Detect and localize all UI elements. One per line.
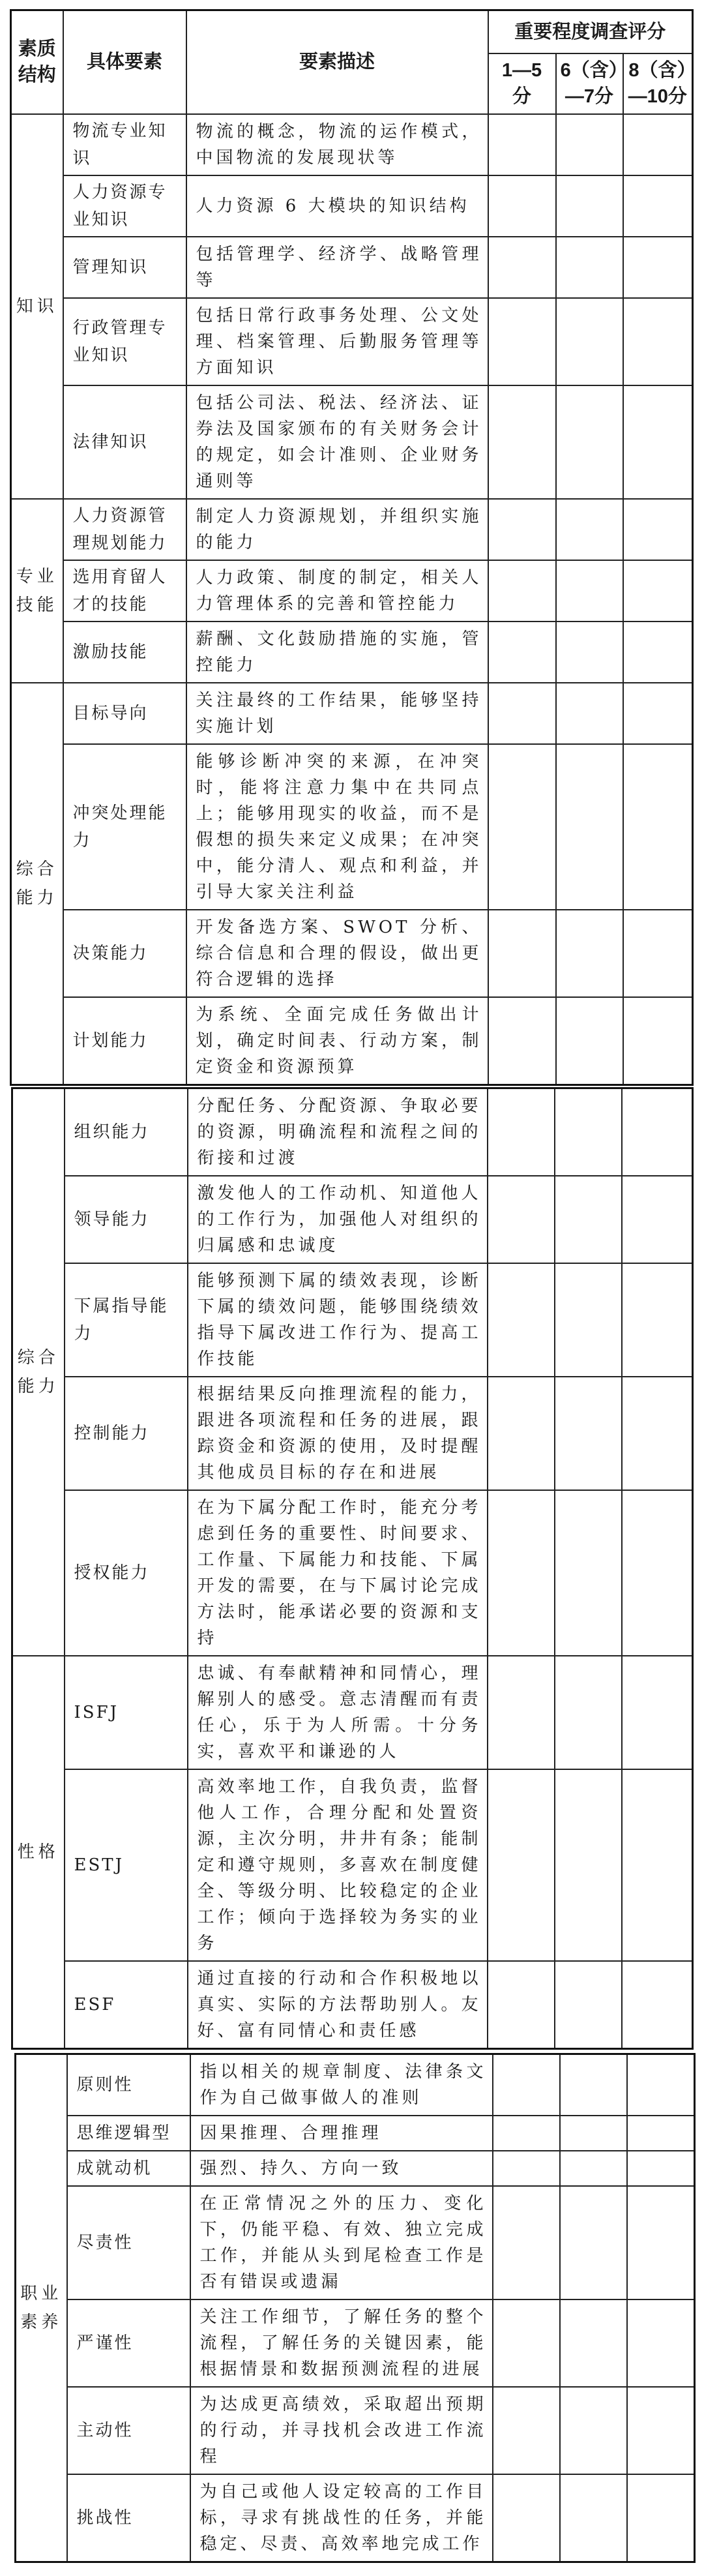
table-row (16, 2387, 695, 2474)
element-cell: 行政管理专业知识 (63, 298, 186, 385)
score-6-7-cell (560, 2151, 627, 2186)
score-6-7-cell (555, 1656, 622, 1769)
description-cell: 为系统、全面完成任务做出计划，确定时间表、行动方案，制定资金和资源预算 (186, 997, 488, 1085)
table-row (12, 1176, 693, 1263)
table-row (11, 683, 693, 744)
description-cell: 分配任务、分配资源、争取必要的资源，明确流程和流程之间的衔接和过渡 (188, 1088, 488, 1176)
category-cell: 专业技能 (11, 499, 63, 683)
description-cell: 高效率地工作，自我负责，监督他人工作，合理分配和处置资源，主次分明，井井有条；能制定和遵守规则，多喜欢在制度健全、等级分明、比较稳定的企业工作；倾向于选择较为务实的业务 (188, 1769, 488, 1961)
header-description: 要素描述 (186, 10, 488, 114)
description-cell: 在为下属分配工作时，能充分考虑到任务的重要性、时间要求、工作量、下属能力和技能、下属开发的需要，在与下属讨论完成方法时，能承诺必要的资源和支持 (188, 1490, 488, 1656)
score-8-10-cell (623, 114, 693, 175)
score-1-5-cell (488, 1088, 555, 1176)
score-1-5-cell (488, 1769, 555, 1961)
description-cell: 忠诚、有奉献精神和同情心，理解别人的感受。意志清醒而有责任心，乐于为人所需。十分务实，喜欢平和谦逊的人 (188, 1656, 488, 1769)
description-cell: 因果推理、合理推理 (190, 2116, 493, 2151)
score-8-10-cell (623, 910, 693, 997)
score-8-10-cell (623, 997, 693, 1085)
table-row (11, 910, 693, 997)
description-cell: 根据结果反向推理流程的能力，跟进各项流程和任务的进展，跟踪资金和资源的使用，及时提醒其他成员目标的存在和进展 (188, 1377, 488, 1490)
score-8-10-cell (622, 1377, 693, 1490)
score-1-5-cell (493, 2299, 560, 2387)
description-cell: 关注最终的工作结果，能够坚持实施计划 (186, 683, 488, 744)
header-score-8-10: 8（含）—10分 (623, 53, 693, 114)
element-cell: 决策能力 (63, 910, 186, 997)
table-row (16, 2116, 695, 2151)
score-6-7-cell (560, 2116, 627, 2151)
element-cell: ISFJ (65, 1656, 188, 1769)
score-8-10-cell (627, 2151, 695, 2186)
score-1-5-cell (488, 1490, 555, 1656)
score-1-5-cell (488, 1176, 555, 1263)
element-cell: 选用育留人才的技能 (63, 560, 186, 622)
score-8-10-cell (627, 2186, 695, 2299)
element-cell: 冲突处理能力 (63, 744, 186, 910)
score-1-5-cell (488, 175, 556, 237)
score-6-7-cell (555, 1263, 622, 1377)
score-8-10-cell (622, 1263, 693, 1377)
score-1-5-cell (488, 499, 556, 560)
score-6-7-cell (555, 1176, 622, 1263)
score-6-7-cell (555, 1490, 622, 1656)
element-cell: 激励技能 (63, 622, 186, 683)
score-1-5-cell (493, 2474, 560, 2562)
score-1-5-cell (488, 1961, 555, 2049)
score-1-5-cell (488, 910, 556, 997)
competency-table-part-3 (14, 2053, 696, 2563)
table-row (12, 1656, 693, 1769)
score-1-5-cell (488, 744, 556, 910)
score-8-10-cell (623, 298, 693, 385)
element-cell: 严谨性 (67, 2299, 190, 2387)
element-cell: 管理知识 (63, 237, 186, 298)
score-1-5-cell (488, 114, 556, 175)
score-8-10-cell (622, 1088, 693, 1176)
score-6-7-cell (556, 910, 623, 997)
description-cell: 物流的概念，物流的运作模式，中国物流的发展现状等 (186, 114, 488, 175)
table-row (11, 114, 693, 175)
description-cell: 包括公司法、税法、经济法、证券法及国家颁布的有关财务会计的规定，如会计准则、企业财务通则等 (186, 385, 488, 499)
table-row (11, 560, 693, 622)
description-cell: 包括日常行政事务处理、公文处理、档案管理、后勤服务管理等方面知识 (186, 298, 488, 385)
element-cell: 授权能力 (65, 1490, 188, 1656)
category-cell: 综合能力 (12, 1088, 65, 1656)
score-6-7-cell (560, 2186, 627, 2299)
score-8-10-cell (622, 1490, 693, 1656)
description-cell: 指以相关的规章制度、法律条文作为自己做事做人的准则 (190, 2054, 493, 2116)
header-score-6-7: 6（含）—7分 (556, 53, 623, 114)
description-cell: 开发备选方案、SWOT 分析、综合信息和合理的假设，做出更符合逻辑的选择 (186, 910, 488, 997)
element-cell: 计划能力 (63, 997, 186, 1085)
element-cell: 人力资源管理规划能力 (63, 499, 186, 560)
element-cell: 控制能力 (65, 1377, 188, 1490)
score-8-10-cell (627, 2387, 695, 2474)
score-6-7-cell (560, 2474, 627, 2562)
score-1-5-cell (488, 560, 556, 622)
score-8-10-cell (623, 744, 693, 910)
competency-table-part-1 (10, 9, 694, 1086)
score-1-5-cell (488, 1377, 555, 1490)
element-cell: 组织能力 (65, 1088, 188, 1176)
element-cell: 下属指导能力 (65, 1263, 188, 1377)
description-cell: 为达成更高绩效，采取超出预期的行动，并寻找机会改进工作流程 (190, 2387, 493, 2474)
score-6-7-cell (556, 683, 623, 744)
category-cell: 性格 (12, 1656, 65, 2049)
element-cell: 思维逻辑型 (67, 2116, 190, 2151)
score-8-10-cell (622, 1961, 693, 2049)
table-row (12, 1961, 693, 2049)
score-8-10-cell (627, 2116, 695, 2151)
element-cell: 主动性 (67, 2387, 190, 2474)
score-1-5-cell (488, 997, 556, 1085)
score-1-5-cell (488, 298, 556, 385)
score-1-5-cell (493, 2151, 560, 2186)
table-row (11, 744, 693, 910)
score-6-7-cell (560, 2387, 627, 2474)
score-8-10-cell (623, 499, 693, 560)
score-6-7-cell (555, 1961, 622, 2049)
element-cell: ESTJ (65, 1769, 188, 1961)
score-8-10-cell (622, 1176, 693, 1263)
score-8-10-cell (623, 622, 693, 683)
table-row (12, 1490, 693, 1656)
score-6-7-cell (556, 744, 623, 910)
score-6-7-cell (555, 1769, 622, 1961)
score-8-10-cell (623, 683, 693, 744)
description-cell: 制定人力资源规划，并组织实施的能力 (186, 499, 488, 560)
element-cell: 法律知识 (63, 385, 186, 499)
score-8-10-cell (623, 237, 693, 298)
score-6-7-cell (556, 385, 623, 499)
score-8-10-cell (623, 175, 693, 237)
table-row (16, 2299, 695, 2387)
table-row (11, 298, 693, 385)
description-cell: 包括管理学、经济学、战略管理等 (186, 237, 488, 298)
header-structure: 素质结构 (11, 10, 63, 114)
table-row (11, 997, 693, 1085)
table-row (12, 1263, 693, 1377)
score-8-10-cell (627, 2474, 695, 2562)
table-row (12, 1769, 693, 1961)
score-6-7-cell (560, 2299, 627, 2387)
category-cell: 知识 (11, 114, 63, 499)
score-6-7-cell (556, 622, 623, 683)
description-cell: 能够预测下属的绩效表现，诊断下属的绩效问题，能够围绕绩效指导下属改进工作行为、提高工作技能 (188, 1263, 488, 1377)
score-6-7-cell (555, 1377, 622, 1490)
header-element: 具体要素 (63, 10, 186, 114)
element-cell: 挑战性 (67, 2474, 190, 2562)
score-1-5-cell (488, 385, 556, 499)
header-score-group: 重要程度调查评分 (488, 10, 693, 53)
category-cell: 职业素养 (16, 2054, 67, 2562)
score-8-10-cell (627, 2299, 695, 2387)
table-row (16, 2151, 695, 2186)
description-cell: 通过直接的行动和合作积极地以真实、实际的方法帮助别人。友好、富有同情心和责任感 (188, 1961, 488, 2049)
score-1-5-cell (493, 2387, 560, 2474)
category-cell: 综合能力 (11, 683, 63, 1085)
score-1-5-cell (488, 1656, 555, 1769)
description-cell: 人力政策、制度的制定，相关人力管理体系的完善和管控能力 (186, 560, 488, 622)
description-cell: 在正常情况之外的压力、变化下，仍能平稳、有效、独立完成工作，并能从头到尾检查工作是否有错误或遗漏 (190, 2186, 493, 2299)
table-row (11, 175, 693, 237)
score-6-7-cell (556, 175, 623, 237)
description-cell: 薪酬、文化鼓励措施的实施，管控能力 (186, 622, 488, 683)
score-8-10-cell (622, 1656, 693, 1769)
table-row (11, 499, 693, 560)
table-row (11, 237, 693, 298)
score-1-5-cell (488, 237, 556, 298)
score-6-7-cell (556, 499, 623, 560)
score-1-5-cell (493, 2054, 560, 2116)
table-row (11, 385, 693, 499)
score-8-10-cell (622, 1769, 693, 1961)
element-cell: 人力资源专业知识 (63, 175, 186, 237)
score-1-5-cell (488, 683, 556, 744)
header-score-1-5: 1—5分 (488, 53, 556, 114)
competency-table-part-2 (11, 1087, 694, 2050)
element-cell: ESF (65, 1961, 188, 2049)
score-6-7-cell (556, 560, 623, 622)
score-6-7-cell (556, 237, 623, 298)
description-cell: 能够诊断冲突的来源，在冲突时，能将注意力集中在共同点上；能够用现实的收益，而不是假想的损失来定义成果；在冲突中，能分清人、观点和利益，并引导大家关注利益 (186, 744, 488, 910)
score-1-5-cell (488, 1263, 555, 1377)
score-1-5-cell (488, 622, 556, 683)
score-6-7-cell (556, 114, 623, 175)
score-1-5-cell (493, 2116, 560, 2151)
element-cell: 成就动机 (67, 2151, 190, 2186)
score-8-10-cell (623, 385, 693, 499)
element-cell: 原则性 (67, 2054, 190, 2116)
table-row (16, 2186, 695, 2299)
table-row (12, 1377, 693, 1490)
element-cell: 目标导向 (63, 683, 186, 744)
description-cell: 人力资源 6 大模块的知识结构 (186, 175, 488, 237)
score-6-7-cell (555, 1088, 622, 1176)
element-cell: 尽责性 (67, 2186, 190, 2299)
element-cell: 领导能力 (65, 1176, 188, 1263)
description-cell: 强烈、持久、方向一致 (190, 2151, 493, 2186)
description-cell: 关注工作细节，了解任务的整个流程，了解任务的关键因素，能根据情景和数据预测流程的进展 (190, 2299, 493, 2387)
table-row (11, 622, 693, 683)
score-6-7-cell (560, 2054, 627, 2116)
score-6-7-cell (556, 298, 623, 385)
score-8-10-cell (627, 2054, 695, 2116)
table-row (16, 2054, 695, 2116)
table-row (12, 1088, 693, 1176)
table-row (16, 2474, 695, 2562)
score-6-7-cell (556, 997, 623, 1085)
description-cell: 为自己或他人设定较高的工作目标，寻求有挑战性的任务，并能稳定、尽责、高效率地完成工作 (190, 2474, 493, 2562)
description-cell: 激发他人的工作动机、知道他人的工作行为，加强他人对组织的归属感和忠诚度 (188, 1176, 488, 1263)
element-cell: 物流专业知识 (63, 114, 186, 175)
score-1-5-cell (493, 2186, 560, 2299)
score-8-10-cell (623, 560, 693, 622)
